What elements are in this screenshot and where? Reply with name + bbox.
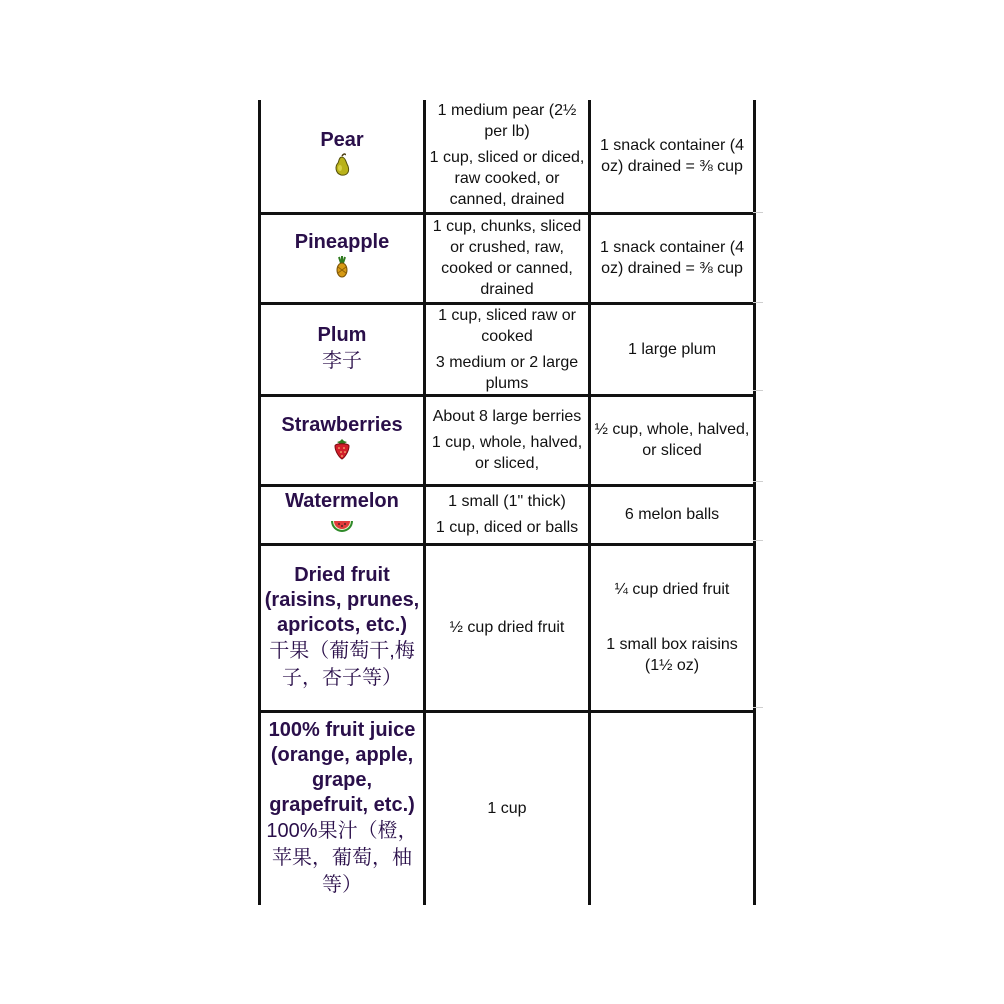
amount-text: About 8 large berries xyxy=(432,408,582,425)
amount-cell xyxy=(425,711,590,905)
amount-cell xyxy=(425,544,590,711)
table-row xyxy=(260,485,755,544)
amount-cell xyxy=(425,395,590,485)
amount-text: ½ cup dried fruit xyxy=(449,619,565,636)
equivalent-cell xyxy=(590,485,755,544)
fruit-name: Pineapple xyxy=(294,231,390,253)
amount-text: 1 cup, chunks, sliced or crushed, raw, cooked or canned, drained xyxy=(432,218,582,298)
amount-cell xyxy=(425,485,590,544)
fruit-serving-table xyxy=(258,100,756,905)
equivalent-text: 6 melon balls xyxy=(624,506,720,523)
equivalent-cell xyxy=(590,544,755,711)
amount-text: 1 cup, sliced or diced, raw cooked, or canned, drained xyxy=(429,149,585,208)
fruit-name-cell xyxy=(260,485,425,544)
pineapple-icon xyxy=(333,255,351,286)
fruit-name-cell xyxy=(260,711,425,905)
table-row xyxy=(260,395,755,485)
table-row xyxy=(260,100,755,213)
margin-tick xyxy=(753,390,763,391)
equivalent-text: ½ cup, whole, halved, or sliced xyxy=(594,421,750,459)
table-row xyxy=(260,711,755,905)
fruit-name: Dried fruit (raisins, prunes, apricots, etc.) xyxy=(264,564,420,636)
amount-text: 1 cup, whole, halved, or sliced, xyxy=(431,434,583,472)
amount-cell xyxy=(425,100,590,213)
pear-icon xyxy=(332,153,352,184)
equivalent-cell xyxy=(590,711,755,905)
fruit-name: Plum xyxy=(317,324,367,346)
margin-tick xyxy=(753,302,763,303)
table-row xyxy=(260,303,755,395)
fruit-name-chinese: 李子 xyxy=(322,350,362,372)
fruit-name-cell xyxy=(260,303,425,395)
fruit-name-cell xyxy=(260,544,425,711)
fruit-name: Pear xyxy=(320,128,364,151)
equivalent-text: ¼ cup dried fruit xyxy=(614,581,730,598)
equivalent-cell xyxy=(590,303,755,395)
amount-cell xyxy=(425,213,590,303)
fruit-name: Strawberries xyxy=(281,414,403,436)
equivalent-cell xyxy=(590,100,755,213)
margin-tick xyxy=(753,212,763,213)
watermelon-icon xyxy=(330,515,354,540)
amount-text: 1 cup, diced or balls xyxy=(435,519,579,536)
equivalent-text: 1 snack container (4 oz) drained = ⅜ cup xyxy=(599,136,745,175)
margin-tick xyxy=(753,481,763,482)
amount-text: 1 medium pear (2½ per lb) xyxy=(437,102,577,140)
table-row xyxy=(260,544,755,711)
equivalent-text: 1 snack container (4 oz) drained = ⅜ cup xyxy=(599,239,745,277)
amount-text: 1 small (1" thick) xyxy=(448,493,566,510)
amount-text: 1 cup, sliced raw or cooked xyxy=(438,306,576,345)
equivalent-text: 1 large plum xyxy=(627,340,717,358)
fruit-name-cell xyxy=(260,100,425,213)
equivalent-text: 1 small box raisins (1½ oz) xyxy=(606,636,738,674)
equivalent-cell xyxy=(590,213,755,303)
fruit-name-cell xyxy=(260,213,425,303)
amount-text: 3 medium or 2 large plums xyxy=(435,353,579,392)
fruit-name-chinese: 100%果汁（橙，苹果，葡萄，柚等） xyxy=(266,820,418,897)
table-row xyxy=(260,213,755,303)
amount-text: 1 cup xyxy=(487,800,527,818)
equivalent-cell xyxy=(590,395,755,485)
fruit-name-chinese: 干果（葡萄干,梅子，杏子等） xyxy=(269,640,415,689)
margin-tick xyxy=(753,540,763,541)
fruit-name-cell xyxy=(260,395,425,485)
margin-tick xyxy=(753,707,763,708)
amount-cell xyxy=(425,303,590,395)
fruit-name: 100% fruit juice (orange, apple, grape, grapefruit, etc.) xyxy=(268,719,416,817)
fruit-name: Watermelon xyxy=(285,490,399,513)
strawberry-icon xyxy=(332,438,352,467)
